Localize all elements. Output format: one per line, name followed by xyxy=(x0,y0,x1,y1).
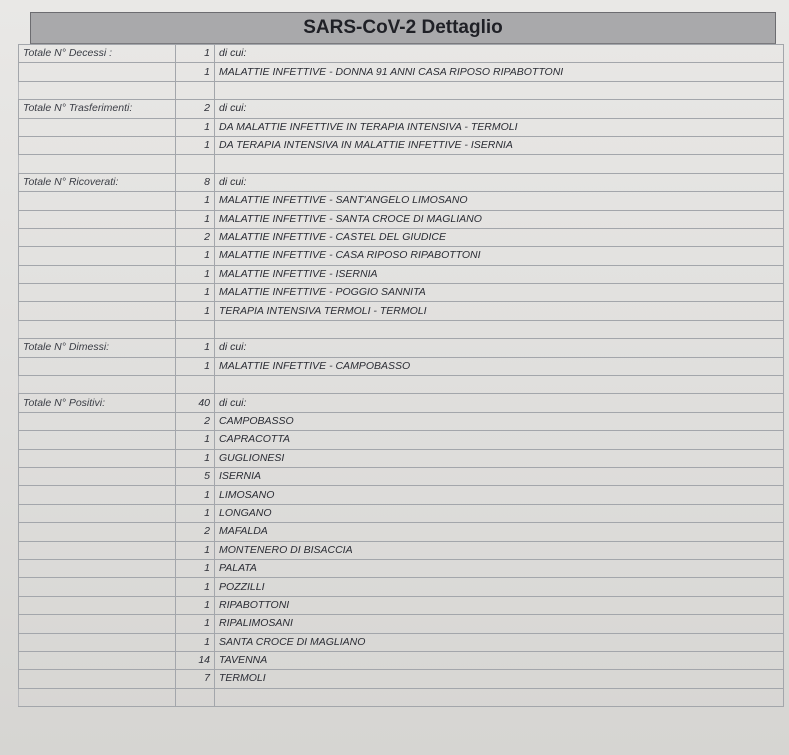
table-row xyxy=(19,45,784,63)
row-description: GUGLIONESI xyxy=(215,449,784,467)
table-row xyxy=(19,394,784,412)
row-description: di cui: xyxy=(215,339,784,357)
row-count: 1 xyxy=(176,63,215,81)
row-label xyxy=(19,228,176,246)
row-label xyxy=(19,467,176,485)
row-label: Totale N° Decessi : xyxy=(19,45,176,63)
row-label xyxy=(19,486,176,504)
table-row xyxy=(19,118,784,136)
row-description: TAVENNA xyxy=(215,651,784,669)
row-description: DA MALATTIE INFETTIVE IN TERAPIA INTENSIVA - TERMOLI xyxy=(215,118,784,136)
row-label xyxy=(19,688,176,706)
table-row xyxy=(19,670,784,688)
row-count xyxy=(176,81,215,99)
row-count: 1 xyxy=(176,247,215,265)
row-count xyxy=(176,688,215,706)
row-description xyxy=(215,81,784,99)
table-row xyxy=(19,467,784,485)
row-description: DA TERAPIA INTENSIVA IN MALATTIE INFETTIVE - ISERNIA xyxy=(215,136,784,154)
row-count: 1 xyxy=(176,431,215,449)
table-body xyxy=(19,45,784,707)
row-label xyxy=(19,265,176,283)
row-description: MALATTIE INFETTIVE - CASTEL DEL GIUDICE xyxy=(215,228,784,246)
row-count: 1 xyxy=(176,284,215,302)
table-row xyxy=(19,449,784,467)
table-row xyxy=(19,523,784,541)
row-label xyxy=(19,302,176,320)
row-description: MAFALDA xyxy=(215,523,784,541)
table-row xyxy=(19,192,784,210)
row-count: 1 xyxy=(176,486,215,504)
table-row xyxy=(19,265,784,283)
row-description: ISERNIA xyxy=(215,467,784,485)
row-count: 5 xyxy=(176,467,215,485)
row-count: 1 xyxy=(176,302,215,320)
table-row xyxy=(19,100,784,118)
row-description: di cui: xyxy=(215,394,784,412)
row-count: 2 xyxy=(176,412,215,430)
table-row xyxy=(19,247,784,265)
table-row xyxy=(19,136,784,154)
table-row xyxy=(19,320,784,338)
row-count: 1 xyxy=(176,357,215,375)
row-label xyxy=(19,633,176,651)
row-description xyxy=(215,320,784,338)
row-count: 1 xyxy=(176,192,215,210)
table-row xyxy=(19,633,784,651)
row-count: 14 xyxy=(176,651,215,669)
row-description xyxy=(215,688,784,706)
row-count: 1 xyxy=(176,449,215,467)
table-row xyxy=(19,173,784,191)
row-label: Totale N° Positivi: xyxy=(19,394,176,412)
row-label xyxy=(19,449,176,467)
row-count: 2 xyxy=(176,100,215,118)
table-row xyxy=(19,376,784,394)
row-label xyxy=(19,670,176,688)
table-row xyxy=(19,486,784,504)
row-count: 1 xyxy=(176,118,215,136)
row-label xyxy=(19,284,176,302)
row-count: 1 xyxy=(176,210,215,228)
row-description: MALATTIE INFETTIVE - POGGIO SANNITA xyxy=(215,284,784,302)
row-description xyxy=(215,155,784,173)
table-row xyxy=(19,615,784,633)
row-count: 1 xyxy=(176,339,215,357)
detail-table-container xyxy=(18,12,784,707)
row-count: 1 xyxy=(176,578,215,596)
table-row xyxy=(19,210,784,228)
row-label xyxy=(19,541,176,559)
table-row xyxy=(19,596,784,614)
row-description: CAPRACOTTA xyxy=(215,431,784,449)
row-label xyxy=(19,596,176,614)
row-label xyxy=(19,81,176,99)
row-label xyxy=(19,210,176,228)
table-title: SARS-CoV-2 Dettaglio xyxy=(30,12,776,44)
row-label xyxy=(19,118,176,136)
row-count: 1 xyxy=(176,136,215,154)
row-count: 1 xyxy=(176,615,215,633)
row-label xyxy=(19,431,176,449)
table-row xyxy=(19,81,784,99)
row-description: LONGANO xyxy=(215,504,784,522)
row-label: Totale N° Trasferimenti: xyxy=(19,100,176,118)
row-label xyxy=(19,559,176,577)
table-row xyxy=(19,651,784,669)
row-description: MALATTIE INFETTIVE - SANTA CROCE DI MAGLIANO xyxy=(215,210,784,228)
row-count: 8 xyxy=(176,173,215,191)
table-row xyxy=(19,541,784,559)
row-description: SANTA CROCE DI MAGLIANO xyxy=(215,633,784,651)
row-description: POZZILLI xyxy=(215,578,784,596)
table-row xyxy=(19,63,784,81)
row-count xyxy=(176,320,215,338)
row-count: 2 xyxy=(176,523,215,541)
row-count: 7 xyxy=(176,670,215,688)
table-row xyxy=(19,431,784,449)
row-label xyxy=(19,523,176,541)
table-row xyxy=(19,504,784,522)
row-label xyxy=(19,357,176,375)
row-description: TERMOLI xyxy=(215,670,784,688)
row-description: di cui: xyxy=(215,173,784,191)
row-description: MONTENERO DI BISACCIA xyxy=(215,541,784,559)
row-description: MALATTIE INFETTIVE - CASA RIPOSO RIPABOTTONI xyxy=(215,247,784,265)
row-label xyxy=(19,578,176,596)
row-count: 1 xyxy=(176,265,215,283)
row-description: di cui: xyxy=(215,100,784,118)
row-label xyxy=(19,155,176,173)
row-label xyxy=(19,63,176,81)
row-label: Totale N° Ricoverati: xyxy=(19,173,176,191)
detail-table xyxy=(18,44,784,707)
row-description xyxy=(215,376,784,394)
row-count: 1 xyxy=(176,45,215,63)
row-description: RIPALIMOSANI xyxy=(215,615,784,633)
row-label xyxy=(19,136,176,154)
table-row xyxy=(19,578,784,596)
row-description: di cui: xyxy=(215,45,784,63)
row-label xyxy=(19,320,176,338)
row-description: MALATTIE INFETTIVE - ISERNIA xyxy=(215,265,784,283)
row-count: 2 xyxy=(176,228,215,246)
table-row xyxy=(19,357,784,375)
row-label: Totale N° Dimessi: xyxy=(19,339,176,357)
row-label xyxy=(19,615,176,633)
row-count xyxy=(176,376,215,394)
table-row xyxy=(19,559,784,577)
row-description: RIPABOTTONI xyxy=(215,596,784,614)
table-row xyxy=(19,688,784,706)
row-description: MALATTIE INFETTIVE - DONNA 91 ANNI CASA RIPOSO RIPABOTTONI xyxy=(215,63,784,81)
row-label xyxy=(19,192,176,210)
row-count: 40 xyxy=(176,394,215,412)
table-row xyxy=(19,302,784,320)
row-count: 1 xyxy=(176,559,215,577)
table-row xyxy=(19,228,784,246)
row-count xyxy=(176,155,215,173)
table-row xyxy=(19,412,784,430)
row-count: 1 xyxy=(176,541,215,559)
row-description: LIMOSANO xyxy=(215,486,784,504)
row-label xyxy=(19,247,176,265)
row-count: 1 xyxy=(176,633,215,651)
row-label xyxy=(19,651,176,669)
row-description: PALATA xyxy=(215,559,784,577)
row-description: MALATTIE INFETTIVE - SANT'ANGELO LIMOSANO xyxy=(215,192,784,210)
row-label xyxy=(19,504,176,522)
row-count: 1 xyxy=(176,596,215,614)
table-row xyxy=(19,155,784,173)
table-row xyxy=(19,339,784,357)
row-description: TERAPIA INTENSIVA TERMOLI - TERMOLI xyxy=(215,302,784,320)
row-label xyxy=(19,376,176,394)
row-description: MALATTIE INFETTIVE - CAMPOBASSO xyxy=(215,357,784,375)
row-description: CAMPOBASSO xyxy=(215,412,784,430)
row-count: 1 xyxy=(176,504,215,522)
row-label xyxy=(19,412,176,430)
table-row xyxy=(19,284,784,302)
